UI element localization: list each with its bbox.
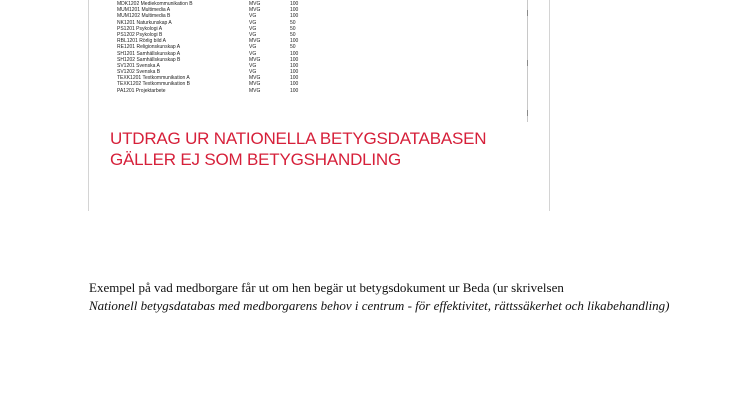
cell-points: 100 xyxy=(290,87,299,94)
figure-caption xyxy=(89,279,669,315)
cell-grade: VG xyxy=(249,44,257,51)
cell-points: 100 xyxy=(290,75,299,82)
cell-course: SH1201 Samhällskunskap A xyxy=(117,50,181,57)
cell-grade: VG xyxy=(249,69,257,76)
cell-points: 100 xyxy=(290,81,299,88)
cell-grade: MVG xyxy=(249,75,261,82)
cell-grade: VG xyxy=(249,25,257,32)
cell-points: 50 xyxy=(290,25,296,32)
cell-grade: VG xyxy=(249,19,257,26)
cell-course: PS1202 Psykologi B xyxy=(117,31,163,38)
cell-course: SV1201 Svenska A xyxy=(117,62,160,69)
cell-points: 100 xyxy=(290,50,299,57)
caption-line-1: Exempel på vad medborgare får ut om hen begär ut betygsdokument ur Beda (ur skrivelsen xyxy=(89,280,564,295)
cell-grade: VG xyxy=(249,50,257,57)
caption-line-2: Nationell betygsdatabas med medborgarens behov i centrum - för effektivitet, rättssäkerhet och likabehandling) xyxy=(89,298,670,313)
watermark-stamp xyxy=(110,128,486,170)
cell-points: 100 xyxy=(290,69,299,76)
cell-course: RBL1201 Rörlig bild A xyxy=(117,38,166,45)
cell-course: TEXK1202 Textkommunikation B xyxy=(117,81,191,88)
cell-grade: MVG xyxy=(249,7,261,14)
cell-points: 100 xyxy=(290,56,299,63)
cell-grade: VG xyxy=(249,31,257,38)
ruling-tick xyxy=(527,110,528,116)
cell-grade: MVG xyxy=(249,38,261,45)
cell-points: 50 xyxy=(290,19,296,26)
stamp-line-1: UTDRAG UR NATIONELLA BETYGSDATABASEN xyxy=(110,129,487,148)
cell-points: 50 xyxy=(290,31,296,38)
cell-grade: MVG xyxy=(249,81,261,88)
stamp-line-2: GÄLLER EJ SOM BETYGSHANDLING xyxy=(110,150,402,169)
cell-points: 100 xyxy=(290,7,299,14)
ruling-tick xyxy=(527,10,528,16)
cell-course: MUM1202 Multimedia B xyxy=(117,13,171,20)
cell-course: RE1201 Religionskunskap A xyxy=(117,44,181,51)
cell-grade: VG xyxy=(249,13,257,20)
cell-points: 100 xyxy=(290,62,299,69)
cell-course: NK1201 Naturkunskap A xyxy=(117,19,172,26)
cell-grade: MVG xyxy=(249,1,261,7)
cell-course: MDK1202 Mediekommunikation B xyxy=(117,1,193,7)
cell-course: TEXK1201 Textkommunikation A xyxy=(117,75,190,82)
cell-points: 50 xyxy=(290,44,296,51)
cell-course: PS1201 Psykologi A xyxy=(117,25,163,32)
cell-course: SH1202 Samhällskunskap B xyxy=(117,56,181,63)
cell-points: 100 xyxy=(290,38,299,45)
cell-grade: MVG xyxy=(249,87,261,94)
ruling-tick xyxy=(527,60,528,66)
cell-grade: VG xyxy=(249,62,257,69)
cell-points: 100 xyxy=(290,1,299,7)
cell-points: 100 xyxy=(290,13,299,20)
cell-course: MUM1201 Multimedia A xyxy=(117,7,171,14)
cell-course: SV1202 Svenska B xyxy=(117,69,161,76)
cell-course: PA1201 Projektarbete xyxy=(117,87,166,94)
cell-grade: MVG xyxy=(249,56,261,63)
